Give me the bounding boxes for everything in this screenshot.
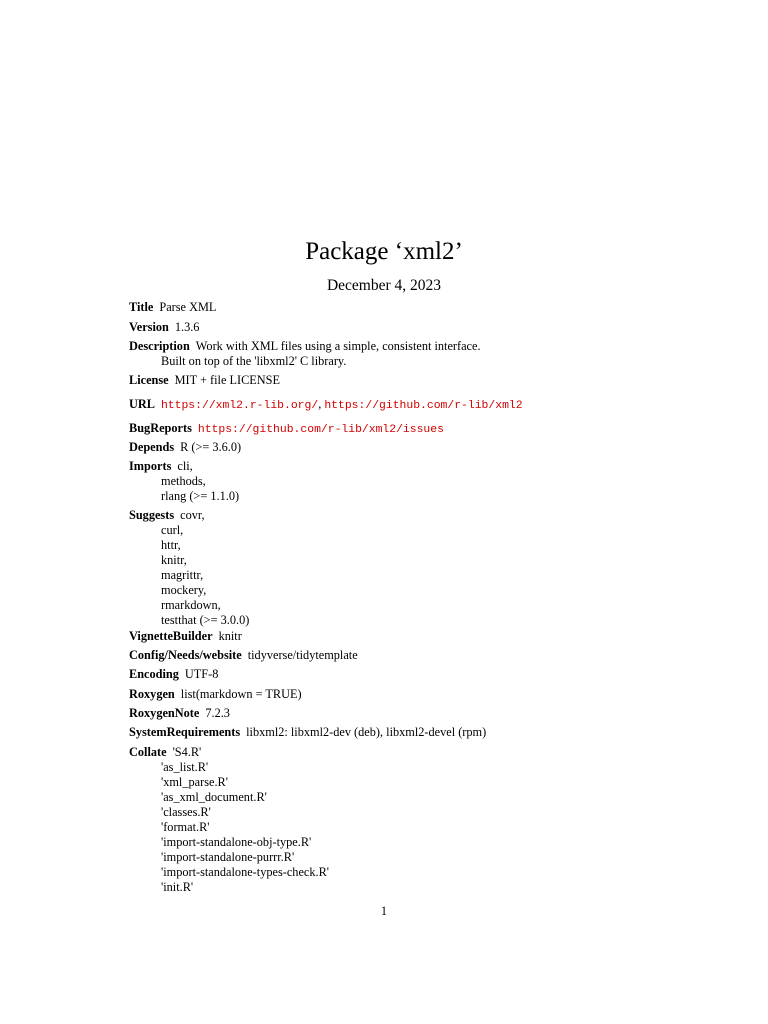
page-number: 1 [380,904,388,918]
field-license [129,373,280,388]
list-item: 'import-standalone-types-check.R' [161,865,329,879]
list-item: 'format.R' [161,820,210,834]
list-item: 'init.R' [161,880,194,894]
field-config-needs-website [129,648,358,663]
field-depends [129,440,241,455]
field-value: R (>= 3.6.0) [180,440,242,454]
list-item: 'xml_parse.R' [161,775,228,789]
field-title [129,300,216,315]
field-key: License [129,373,169,387]
bugreports-link[interactable]: https://github.com/r-lib/xml2/issues [197,424,444,436]
list-item: curl, [161,523,184,537]
list-item: 'classes.R' [161,805,211,819]
field-key: Description [129,339,190,353]
package-title: Package ‘xml2’ [305,238,463,265]
field-key: Encoding [129,667,179,681]
field-collate [129,745,329,895]
field-value: tidyverse/tidytemplate [247,648,358,662]
field-key: SystemRequirements [129,725,241,739]
field-key: RoxygenNote [129,706,200,720]
list-item: testthat (>= 3.0.0) [161,613,250,627]
field-key: Config/Needs/website [129,648,242,662]
field-key: Roxygen [129,687,175,701]
url-link-website[interactable]: https://xml2.r-lib.org/ [160,400,319,412]
url-link-github[interactable]: https://github.com/r-lib/xml2 [324,400,523,412]
package-date: December 4, 2023 [326,277,442,294]
list-item: 'import-standalone-obj-type.R' [161,835,312,849]
list-item: 'import-standalone-purrr.R' [161,850,295,864]
list-item: 'as_xml_document.R' [161,790,267,804]
field-suggests [129,508,249,628]
list-item: rmarkdown, [161,598,221,612]
list-item: magrittr, [161,568,204,582]
list-item: 'S4.R' [172,745,202,759]
url-separator: , [318,397,325,411]
list-item: 'as_list.R' [161,760,209,774]
field-value-line: Built on top of the 'libxml2' C library. [161,354,347,368]
field-bugreports [129,421,444,438]
field-key: Suggests [129,508,175,522]
field-key: Title [129,300,154,314]
list-item: mockery, [161,583,207,597]
list-item: cli, [177,459,193,473]
list-item: rlang (>= 1.1.0) [161,489,240,503]
field-encoding [129,667,218,682]
field-key: Imports [129,459,172,473]
field-key: Collate [129,745,167,759]
field-key: VignetteBuilder [129,629,213,643]
field-value: libxml2: libxml2-dev (deb), libxml2-devel (rpm) [246,725,487,739]
list-item: knitr, [161,553,187,567]
field-roxygen [129,687,302,702]
field-description [129,339,481,369]
field-value: knitr [218,629,242,643]
field-value: Parse XML [159,300,217,314]
field-version [129,320,199,335]
field-value: UTF-8 [184,667,219,681]
list-item: methods, [161,474,206,488]
field-value: list(markdown = TRUE) [180,687,302,701]
field-key: Version [129,320,169,334]
field-url [129,397,523,414]
field-value: MIT + file LICENSE [174,373,281,387]
field-roxygennote [129,706,230,721]
field-systemrequirements [129,725,486,740]
list-item: httr, [161,538,181,552]
field-key: URL [129,397,155,411]
field-value: 1.3.6 [174,320,200,334]
field-key: Depends [129,440,175,454]
field-key: BugReports [129,421,192,435]
list-item: covr, [180,508,205,522]
field-value-line: Work with XML files using a simple, consistent interface. [195,339,481,353]
field-value: 7.2.3 [205,706,230,720]
field-imports [129,459,239,504]
field-vignettebuilder [129,629,242,644]
